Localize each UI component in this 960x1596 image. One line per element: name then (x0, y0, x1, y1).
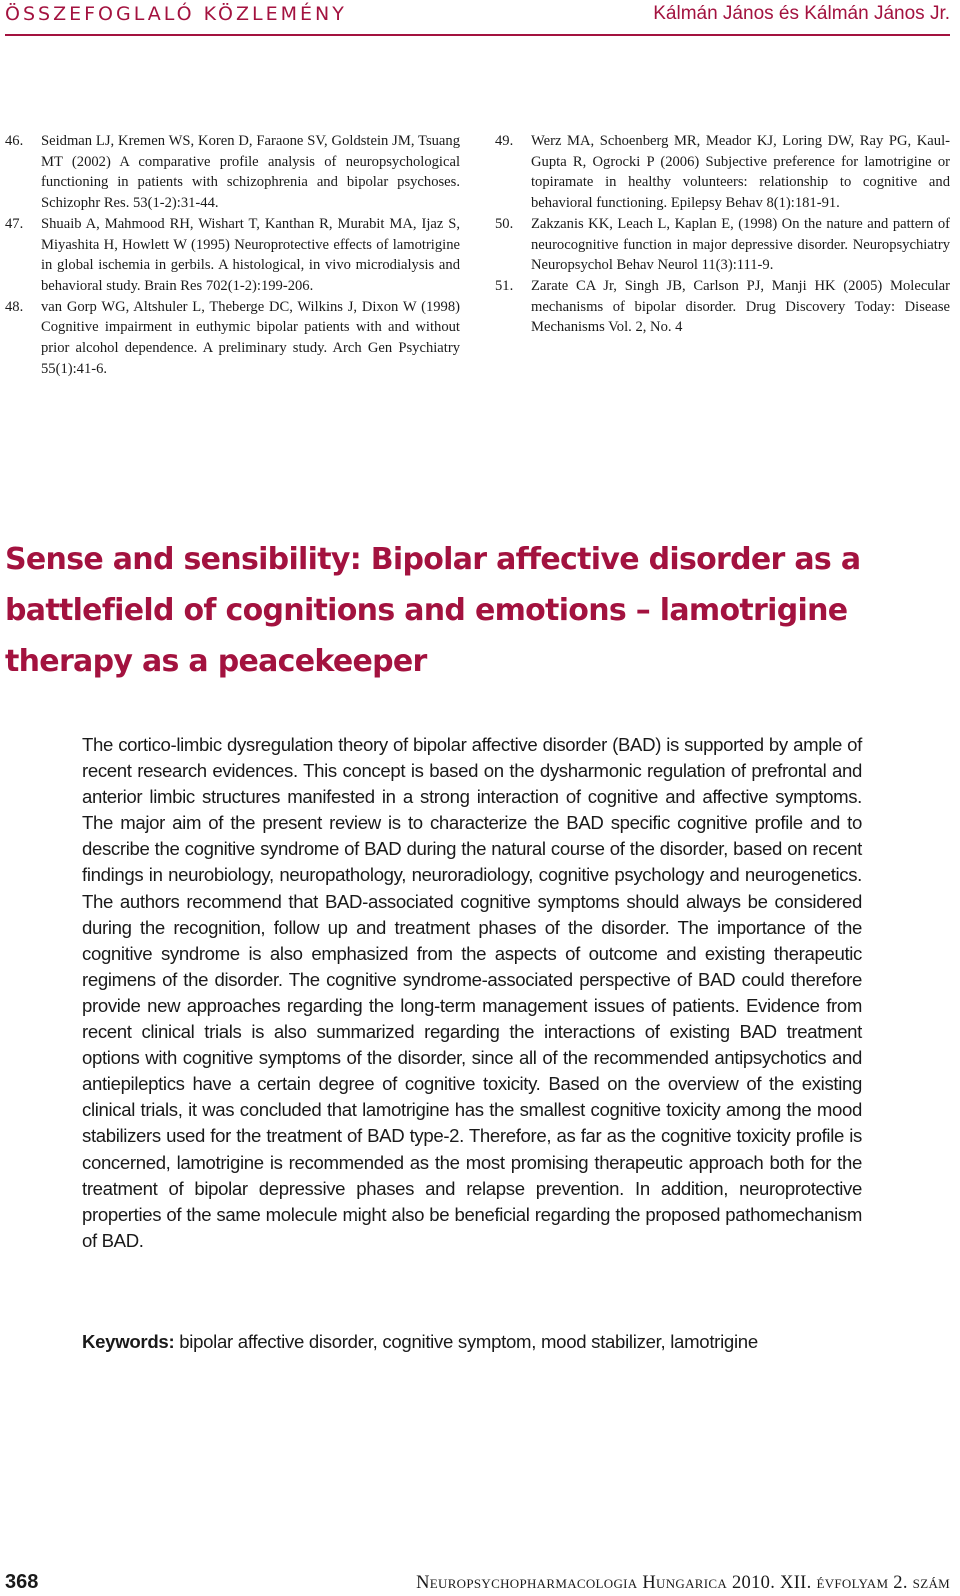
reference-number: 51. (495, 277, 514, 294)
keywords-label: Keywords: (82, 1331, 175, 1352)
header-authors: Kálmán János és Kálmán János Jr. (653, 3, 950, 24)
abstract-text: The cortico-limbic dysregulation theory of bipolar affective disorder (BAD) is supported by ample of recent research evidences. This concept is based on the dysharmonic regulation of prefrontal and anterior limbic structures manifested in a strong interaction of cognitive and affective symptoms. The major aim of the present review is to characterize the BAD specific cognitive profile and to describe the cognitive syndrome of BAD during the natural course of the disorder, based on recent findings in neurobiology, neuropathology, neuroradiology, cognitive psychology and neurogenetics. The authors recommend that BAD-associated cognitive symptoms should always be considered during the recognition, follow up and treatment phases of the disorder. The importance of the cognitive syndrome is also emphasized from the aspects of outcome and existing therapeutic regimens of the disorder. The cognitive syndrome-associated perspective of BAD could therefore provide new approaches regarding the long-term management issues of patients. Evidence from recent clinical trials is also summarized regarding the interactions of existing BAD treatment options with cognitive symptoms of the disorder, since all of the recommended antipsychotics and antiepileptics have a certain degree of cognitive toxicity. Based on the overview of the existing clinical trials, it was concluded that lamotrigine has the smallest cognitive toxicity among the mood stabilizers used for the treatment of BAD type-2. Therefore, as far as the cognitive toxicity profile is concerned, lamotrigine is recommended as the most promising therapeutic approach both for the treatment of bipolar depressive phases and relapse prevention. In addition, neuroprotective properties of the same molecule might also be beneficial regarding the proposed pathomechanism of BAD. (82, 734, 862, 1251)
reference-text: Zarate CA Jr, Singh JB, Carlson PJ, Manji HK (2005) Molecular mechanisms of bipolar disorder. Drug Discovery Today: Disease Mechanisms Vol. 2, No. 4 (531, 277, 950, 336)
article-title: Sense and sensibility: Bipolar affective disorder as a battlefield of cognitions and emotions – lamotrigine therapy as a peacekeeper (5, 542, 861, 679)
reference-text: Werz MA, Schoenberg MR, Meador KJ, Loring DW, Ray PG, Kaul-Gupta R, Ogrocki P (2006) Subjective preference for lamotrigine or topiramate in healthy volunteers: relationship to cognitive and behavioral functioning. Epilepsy Behav 8(1):181-91. (531, 133, 950, 212)
page-number: 368 (5, 1571, 39, 1593)
reference-item (495, 131, 950, 214)
reference-number: 46. (5, 133, 24, 149)
reference-number: 50. (495, 215, 514, 232)
keywords-line (82, 1329, 882, 1355)
reference-text: van Gorp WG, Altshuler L, Theberge DC, Wilkins J, Dixon W (1998) Cognitive impairment in euthymic bipolar patients with and without prior alcohol dependence. A preliminary study. Arch Gen Psychiatry 55(1):41-6. (41, 298, 460, 377)
reference-item (495, 214, 950, 276)
reference-number: 49. (495, 133, 514, 149)
reference-number: 48. (5, 298, 24, 315)
journal-citation: Neuropsychopharmacologia Hungarica 2010. XII. évfolyam 2. szám (416, 1573, 950, 1593)
page-header (5, 0, 950, 36)
reference-text: Shuaib A, Mahmood RH, Wishart T, Kanthan R, Murabit MA, Ijaz S, Miyashita H, Howlett W (1995) Neuroprotective effects of lamotrigine in global ischemia in gerbils. A histological, in vivo microdialysis and behavioral study. Brain Res 702(1-2):199-206. (41, 215, 460, 294)
section-label: ÖSSZEFOGLALÓ KÖZLEMÉNY (5, 3, 347, 25)
references-right-column (495, 131, 950, 338)
reference-item (5, 297, 460, 380)
reference-text: Zakzanis KK, Leach L, Kaplan E, (1998) On the nature and pattern of neurocognitive function in major depressive disorder. Neuropsychiatry Neuropsychol Behav Neurol 11(3):111-9. (531, 215, 950, 274)
references-left-column (5, 131, 460, 379)
reference-item (495, 276, 950, 338)
reference-text: Seidman LJ, Kremen WS, Koren D, Faraone SV, Goldstein JM, Tsuang MT (2002) A comparative profile analysis of neuropsychological functioning in patients with schizophrenia and bipolar psychoses. Schizophr Res. 53(1-2):31-44. (41, 133, 460, 212)
reference-item (5, 131, 460, 214)
reference-item (5, 214, 460, 297)
reference-number: 47. (5, 215, 24, 232)
keywords-list: bipolar affective disorder, cognitive symptom, mood stabilizer, lamotrigine (174, 1331, 758, 1352)
